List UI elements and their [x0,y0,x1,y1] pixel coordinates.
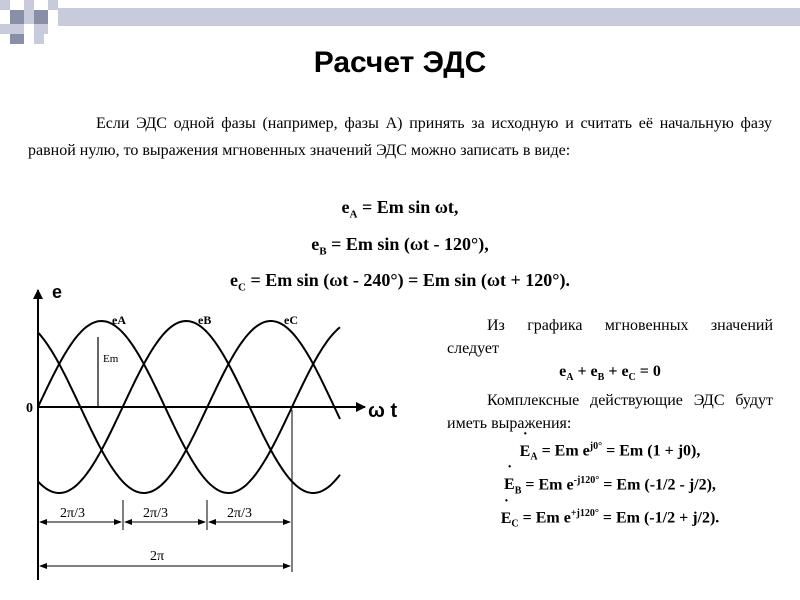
third-period-label-2: 2π/3 [143,506,168,521]
third-period-label-3: 2π/3 [227,506,252,521]
amplitude-label: Em [103,353,119,365]
phase-sum-equation: $e_A + e_B + e_C = 0$ [559,363,661,384]
third-period-label-1: 2π/3 [60,506,85,521]
page-title: Расчет ЭДС [313,46,487,79]
complex-equation-c: ˙ $E_C = Em$ $e^{+j120^\circ} = Em$ (-1/2 + j/2). [447,502,773,536]
origin-label: 0 [26,401,33,416]
complex-equation-b: ˙ $E_B = Em$ $e^{-j120^\circ} = Em$ (-1/2 - j/2), [447,469,773,503]
results-panel [447,314,773,536]
three-phase-waveform-graph [0,278,430,600]
x-axis-label: ω t [368,400,398,422]
equation-a: $e_A = Em$ sin ωt, [341,197,459,221]
curve-label-ea: eA [112,313,126,327]
period-label: 2π [150,549,165,564]
equation-b: $e_B = Em$ sin (ωt - 120°), [311,233,489,258]
curve-label-eb: eB [198,313,212,327]
complex-intro-text: Комплексные действующие ЭДС будут иметь выражения: [447,392,773,433]
decorative-header-pattern [0,0,800,48]
curve-label-ec: eC [284,313,298,327]
graph-conclusion-text: Из графика мгновенных значений следует [447,317,773,357]
intro-paragraph: Если ЭДС одной фазы (например, фазы А) принять за исходную и считать её начальную фазу равной нулю, то выражения мгновенных значений ЭДС можно записать в виде: [28,115,772,159]
y-axis-label: e [52,282,63,302]
complex-equation-a: ˙ $E_A = Em$ $e^{j0^\circ} = Em$ (1 + j0), [447,435,773,469]
equation-c: $e_C = Em$ sin (ωt - 240°) = Em sin (ωt + 120°). [230,270,570,294]
